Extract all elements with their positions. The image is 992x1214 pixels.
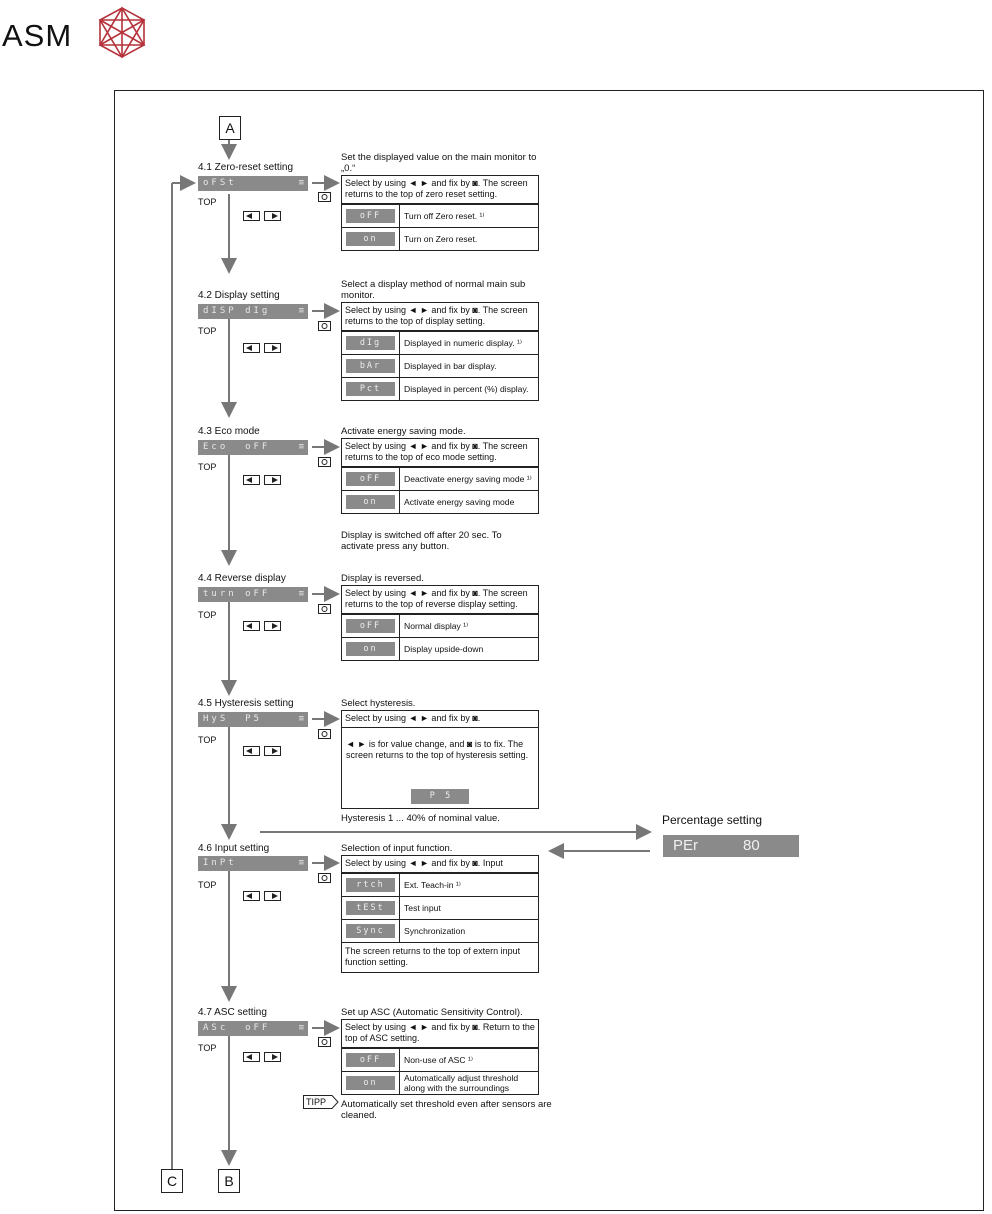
section-title: 4.2 Display setting (198, 290, 280, 301)
lcd-text: oFSt (203, 178, 237, 188)
option-lcd: on (346, 1076, 395, 1090)
set-button-icon (318, 192, 331, 202)
arrow-buttons-icon (243, 746, 281, 756)
options-box (341, 175, 539, 251)
option-text: Test input (404, 903, 441, 913)
option-text: Turn on Zero reset. (404, 234, 478, 244)
option-text: Ext. Teach-in ¹⁾ (404, 880, 461, 890)
lcd-display: Eco oFF ≡ (198, 440, 308, 455)
percentage-lcd-right: 80 (743, 837, 760, 854)
lcd-text: ASc oFF (203, 1023, 271, 1033)
percentage-lcd-left: PEr (673, 837, 699, 854)
section-title: 4.6 Input setting (198, 843, 270, 854)
option-lcd: oFF (346, 1053, 395, 1067)
section-description: Selection of input function. (341, 843, 453, 854)
option-text: Synchronization (404, 926, 466, 936)
option-lcd: oFF (346, 209, 395, 223)
set-button-icon (318, 873, 331, 883)
lcd-text: dISP dIg (203, 306, 271, 316)
section-title: 4.7 ASC setting (198, 1007, 267, 1018)
lcd-text: HyS P5 (203, 714, 262, 724)
set-button-icon (318, 1037, 331, 1047)
section-title: 4.3 Eco mode (198, 426, 260, 437)
option-lcd: on (346, 642, 395, 656)
box-head: Select by using ◄ ► and fix by ◙. Input (342, 856, 538, 873)
section-description: Set the displayed value on the main monitor to „0.“ (341, 152, 537, 174)
top-label: TOP (198, 326, 217, 336)
box-head: Select by using ◄ ► and fix by ◙. The screen returns to the top of eco mode setting. (342, 439, 538, 467)
lcd-text: Eco oFF (203, 442, 271, 452)
option-text: Normal display ¹⁾ (404, 621, 469, 631)
option-text: Display upside-down (404, 644, 484, 654)
options-box (341, 438, 539, 514)
option-text: Deactivate energy saving mode ¹⁾ (404, 474, 532, 484)
box-head: Select by using ◄ ► and fix by ◙. The screen returns to the top of zero reset setting. (342, 176, 538, 204)
tipp-label: TIPP (306, 1097, 327, 1107)
option-text: Displayed in percent (%) display. (404, 384, 529, 394)
note-text: Display is switched off after 20 sec. To activate press any button. (341, 530, 502, 552)
option-text: Activate energy saving mode (404, 497, 515, 507)
connector-c: C (161, 1169, 183, 1193)
set-button-icon (318, 604, 331, 614)
top-label: TOP (198, 197, 217, 207)
option-text: Displayed in numeric display. ¹⁾ (404, 338, 523, 348)
lcd-display: ASc oFF ≡ (198, 1021, 308, 1036)
top-label: TOP (198, 1043, 217, 1053)
section-title: 4.5 Hysteresis setting (198, 698, 294, 709)
option-text: Displayed in bar display. (404, 361, 497, 371)
box-foot: The screen returns to the top of extern input function setting. (342, 942, 538, 972)
set-button-icon (318, 321, 331, 331)
top-label: TOP (198, 462, 217, 472)
note-text: Hysteresis 1 ... 40% of nominal value. (341, 813, 500, 824)
option-lcd: dIg (346, 336, 395, 350)
set-button-icon (318, 729, 331, 739)
percentage-label: Percentage setting (662, 813, 763, 827)
option-text: Turn off Zero reset. ¹⁾ (404, 211, 485, 221)
option-lcd: oFF (346, 472, 395, 486)
option-lcd: oFF (346, 619, 395, 633)
option-lcd: tESt (346, 901, 395, 915)
set-button-icon (318, 457, 331, 467)
top-label: TOP (198, 880, 217, 890)
arrow-buttons-icon (243, 211, 281, 221)
section-title: 4.4 Reverse display (198, 573, 286, 584)
options-box (341, 710, 539, 809)
section-description: Set up ASC (Automatic Sensitivity Control). (341, 1007, 523, 1018)
options-box (341, 855, 539, 973)
lcd-display: dISP dIg ≡ (198, 304, 308, 319)
section-description: Activate energy saving mode. (341, 426, 466, 437)
lcd-display: oFSt ≡ (198, 176, 308, 191)
option-lcd: rtch (346, 878, 395, 892)
option-lcd: bAr (346, 359, 395, 373)
connector-b: B (218, 1169, 240, 1193)
logo-text: ASM (2, 18, 73, 53)
arrow-buttons-icon (243, 1052, 281, 1062)
box-head: Select by using ◄ ► and fix by ◙. The screen returns to the top of reverse display setting. (342, 586, 538, 614)
lcd-display: InPt ≡ (198, 856, 308, 871)
lcd-display: HyS P5 ≡ (198, 712, 308, 727)
lcd-text: turn oFF (203, 589, 271, 599)
box-body: ◄ ► is for value change, and ◙ is to fix. The screen returns to the top of hysteresis setting. (346, 739, 529, 760)
connector-a: A (219, 116, 241, 140)
mini-lcd: P 5 (411, 789, 469, 804)
option-lcd: on (346, 232, 395, 246)
top-label: TOP (198, 610, 217, 620)
options-box (341, 302, 539, 401)
option-lcd: Sync (346, 924, 395, 938)
lcd-display: turn oFF ≡ (198, 587, 308, 602)
box-head: Select by using ◄ ► and fix by ◙. The screen returns to the top of display setting. (342, 303, 538, 331)
box-head: Select by using ◄ ► and fix by ◙. (342, 711, 538, 728)
note-text: Automatically set threshold even after sensors are cleaned. (341, 1099, 552, 1121)
section-title: 4.1 Zero-reset setting (198, 162, 294, 173)
box-head: Select by using ◄ ► and fix by ◙. Return to the top of ASC setting. (342, 1020, 538, 1048)
option-text: Non-use of ASC ¹⁾ (404, 1055, 473, 1065)
section-description: Select a display method of normal main sub monitor. (341, 279, 526, 301)
section-description: Select hysteresis. (341, 698, 416, 709)
top-label: TOP (198, 735, 217, 745)
options-box (341, 1019, 539, 1095)
percentage-lcd (663, 835, 799, 857)
options-box (341, 585, 539, 661)
option-lcd: Pct (346, 382, 395, 396)
option-text: Automatically adjust threshold along with the surroundings (404, 1073, 519, 1093)
arrow-buttons-icon (243, 343, 281, 353)
arrow-buttons-icon (243, 475, 281, 485)
arrow-buttons-icon (243, 621, 281, 631)
lcd-text: InPt (203, 858, 237, 868)
arrow-buttons-icon (243, 891, 281, 901)
option-lcd: on (346, 495, 395, 509)
section-description: Display is reversed. (341, 573, 424, 584)
